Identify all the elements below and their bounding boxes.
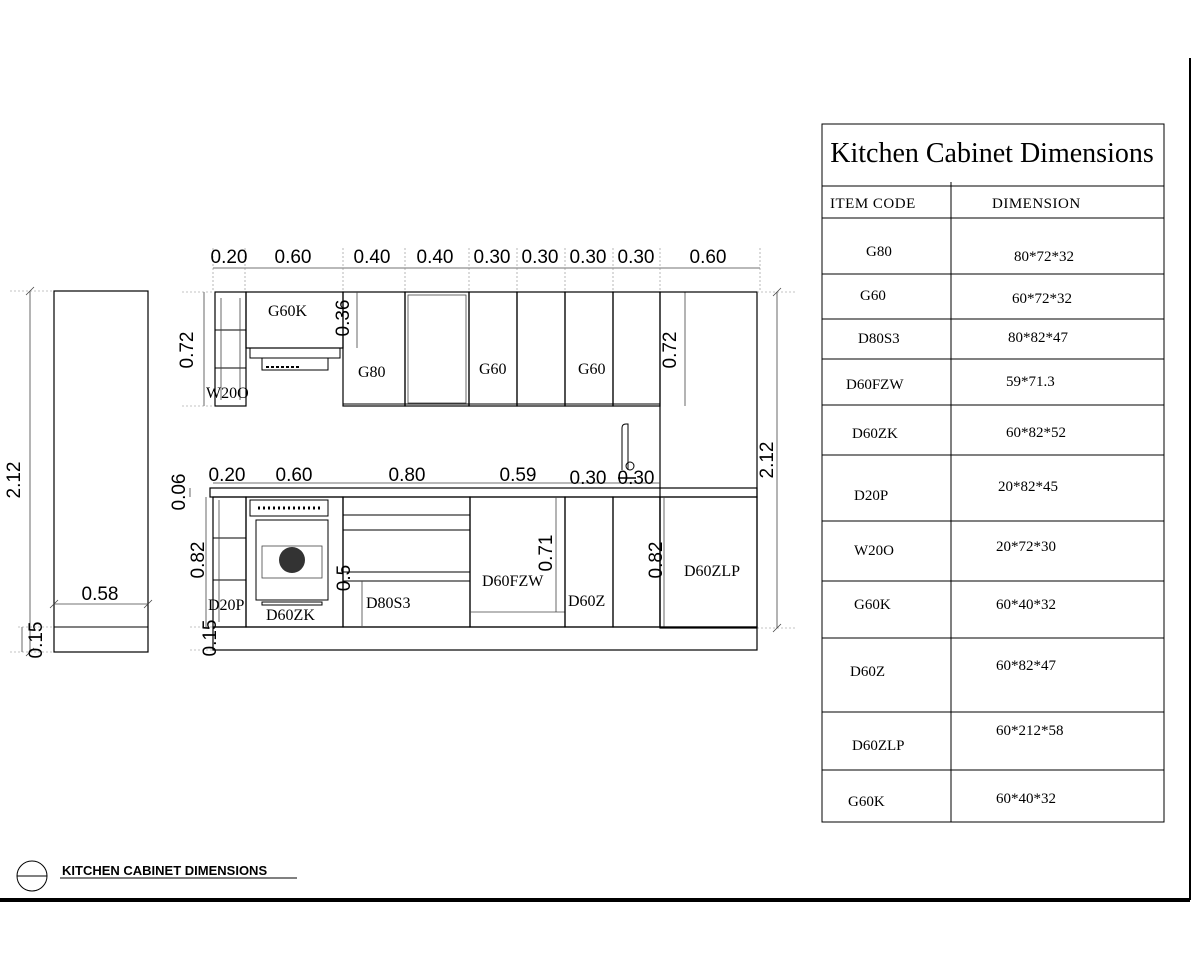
dishwasher-height-label: 0.71 (536, 534, 557, 572)
worktop-thickness-label: 0.06 (169, 473, 190, 511)
table-title: Kitchen Cabinet Dimensions (830, 138, 1154, 169)
title-block (17, 861, 297, 891)
overall-height-dimension (757, 288, 795, 632)
wall-dim-8: 0.30 (617, 247, 655, 268)
dimension-table (822, 124, 1164, 822)
label-d80s3: D80S3 (366, 595, 411, 612)
plinth (190, 620, 757, 657)
table-row-dim: 80*72*32 (1014, 249, 1074, 265)
wall-top-dimensions (211, 247, 760, 292)
base-height-right: 0.82 (646, 541, 667, 579)
wall-dim-5: 0.30 (473, 247, 511, 268)
wall-dim-7: 0.30 (569, 247, 607, 268)
table-row-code: D60ZLP (852, 738, 905, 754)
oven-fan (279, 547, 305, 573)
base-height-left: 0.82 (188, 541, 209, 579)
label-d60zk: D60ZK (266, 607, 315, 624)
table-row-code: G60K (848, 794, 885, 810)
table-row-code: D20P (854, 488, 889, 504)
label-d60zlp: D60ZLP (684, 563, 740, 580)
table-row-dim: 60*72*32 (1012, 291, 1072, 307)
label-d60fzw: D60FZW (482, 573, 544, 590)
wall-dim-4: 0.40 (416, 247, 454, 268)
table-row-dim: 60*40*32 (996, 791, 1056, 807)
wall-height-g60k: 0.36 (333, 299, 354, 337)
table-row-dim: 59*71.3 (1006, 374, 1055, 390)
overall-height-label: 2.12 (757, 441, 778, 479)
base-dim-5: 0.30 (569, 468, 607, 489)
table-col-code: ITEM CODE (830, 196, 916, 212)
drawer-height-label: 0.5 (334, 564, 355, 592)
base-dim-4: 0.59 (499, 465, 537, 486)
side-plinth-label: 0.15 (26, 621, 47, 659)
wall-dim-3: 0.40 (353, 247, 391, 268)
side-elevation (4, 287, 152, 658)
wall-cabinets (206, 292, 660, 406)
table-row-dim: 60*212*58 (996, 723, 1064, 739)
base-top-dimensions (209, 465, 660, 489)
side-width-label: 0.58 (81, 584, 119, 605)
worktop (210, 488, 757, 497)
wall-dim-2: 0.60 (274, 247, 312, 268)
side-height-label: 2.12 (4, 461, 25, 499)
table-row-code: G80 (866, 244, 892, 260)
table-row-dim: 60*82*47 (996, 658, 1056, 674)
label-d20p: D20P (208, 597, 245, 614)
base-plinth-label: 0.15 (200, 619, 221, 657)
base-cabinets (208, 497, 757, 627)
base-dim-3: 0.80 (388, 465, 426, 486)
table-row-code: D60FZW (846, 377, 904, 393)
label-w20o: W20O (206, 385, 249, 402)
table-row-code: G60 (860, 288, 886, 304)
table-row-code: W20O (854, 543, 894, 559)
base-dim-1: 0.20 (208, 465, 246, 486)
table-col-dim: DIMENSION (992, 196, 1081, 212)
table-row-dim: 20*82*45 (998, 479, 1058, 495)
table-row-dim: 80*82*47 (1008, 330, 1068, 346)
base-dim-2: 0.60 (275, 465, 313, 486)
table-row-dim: 20*72*30 (996, 539, 1056, 555)
table-row-dim: 60*82*52 (1006, 425, 1066, 441)
label-g80: G80 (358, 364, 386, 381)
table-row-dim: 60*40*32 (996, 597, 1056, 613)
label-g60k: G60K (268, 303, 308, 320)
label-g60-a: G60 (479, 361, 507, 378)
front-elevation (169, 247, 795, 656)
table-row-code: D80S3 (858, 331, 900, 347)
wall-height-left: 0.72 (177, 331, 198, 369)
label-g60-b: G60 (578, 361, 606, 378)
wall-dim-6: 0.30 (521, 247, 559, 268)
table-row-code: G60K (854, 597, 891, 613)
wall-height-dimensions (177, 292, 685, 406)
table-row-code: D60Z (850, 664, 885, 680)
wall-dim-9: 0.60 (689, 247, 727, 268)
label-d60z: D60Z (568, 593, 606, 610)
title-block-label: KITCHEN CABINET DIMENSIONS (62, 863, 268, 878)
base-dim-6: 0.30 (617, 468, 655, 489)
wall-height-right: 0.72 (660, 331, 681, 369)
table-row-code: D60ZK (852, 426, 898, 442)
wall-dim-1: 0.20 (210, 247, 248, 268)
